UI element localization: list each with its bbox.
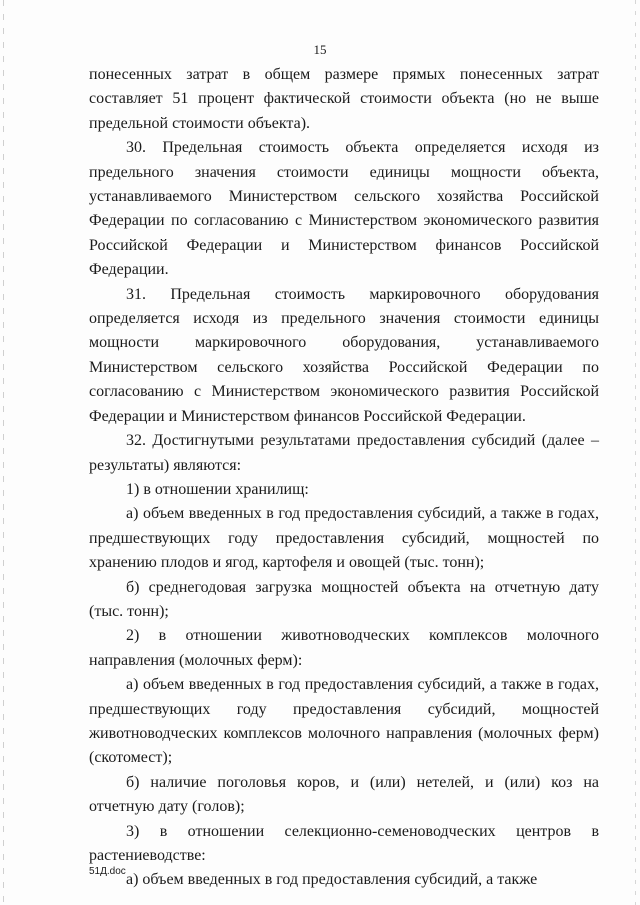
paragraph: 30. Предельная стоимость объекта определяется исходя из предельного значения стоимости единицы мощности объекта, устанавливаемого Министерством сельского хозяйства Российской Федерации по согласованию с Министерством экономического развития Российской Федерации и Министерством финансов Российской Федерации.: [89, 139, 599, 279]
scan-edge-right: [635, 0, 636, 905]
paragraph: 32. Достигнутыми результатами предоставления субсидий (далее – результаты) являются:: [89, 432, 599, 474]
paragraph: 1) в отношении хранилищ:: [126, 480, 309, 498]
paragraph: понесенных затрат в общем размере прямых понесенных затрат составляет 51 процент фактической стоимости объекта (но не выше предельной стоимости объекта).: [89, 66, 599, 132]
paragraph: б) среднегодовая загрузка мощностей объекта на отчетную дату (тыс. тонн);: [89, 578, 599, 620]
paragraph: б) наличие поголовья коров, и (или) нетелей, и (или) коз на отчетную дату (голов);: [89, 773, 599, 816]
document-body: [89, 63, 599, 893]
paragraph: 31. Предельная стоимость маркировочного оборудования определяется исходя из предельного значения стоимости единицы мощности маркировочного оборудования, устанавливаемого Министерством сельского хозяйства Российской Федерации по согласованию с Министерством экономического развития Российской Федерации и Министерством финансов Российской Федерации.: [89, 285, 599, 425]
footer-filename: 51Д.doc: [89, 866, 126, 877]
paragraph: а) объем введенных в год предоставления субсидий, а также в годах, предшествующих году предоставления субсидий, мощностей животноводческих комплексов молочного направления (молочных ферм) (скотомест);: [89, 676, 599, 767]
paragraph: а) объем введенных в год предоставления субсидий, а также в годах, предшествующих году предоставления субсидий, мощностей по хранению плодов и ягод, картофеля и овощей (тыс. тонн);: [89, 505, 599, 572]
page-number: 15: [313, 42, 327, 57]
paragraph: а) объем введенных в год предоставления субсидий, а также: [126, 871, 538, 889]
paragraph: 2) в отношении животноводческих комплексов молочного направления (молочных ферм):: [89, 627, 599, 669]
paragraph: 3) в отношении селекционно-семеноводческих центров в растениеводстве:: [89, 822, 599, 864]
scan-edge-left: [3, 0, 4, 905]
